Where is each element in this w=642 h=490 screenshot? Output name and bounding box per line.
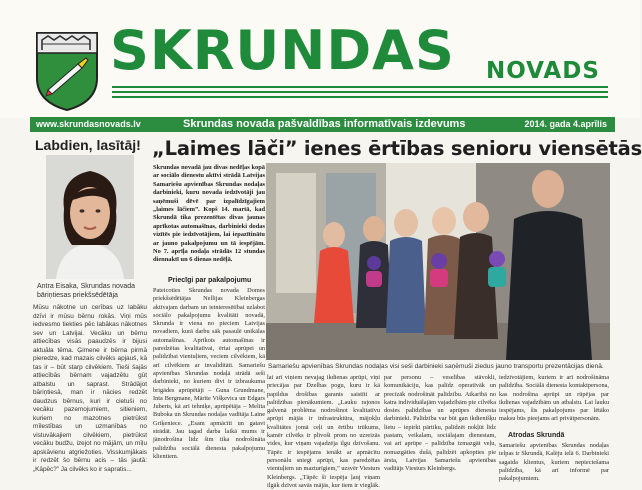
article-column-3: par personu – veselības stāvokli, komunikāciju, kas palīdz operatīvāk un precīzāk nodrošināt palīdzību. Atkarībā no katra individuālajām vajadzībām pie cilvēka dosies palīdzības un aprūpes dienesta darbinieki. Palīdzība var būt gan ikdienišķu lietu – iepirkt pārtiku, palīdzēt nokļūt līdz pastam, veikalam, sociālajam dienestam, vai arī aprūpe – palīdzība izmazgāt veļu, nomazgāties dušā, palīdzēt apkopties pie ārsta, Latvijas Samariešu apvienības vadītājs Viesturs Kleinbergs. xyxy=(384,374,496,473)
article-subheading-location: Atrodas Skrundā xyxy=(508,432,565,439)
masthead xyxy=(0,0,640,118)
editor-portrait xyxy=(46,155,134,279)
editor-body-text: Mūsu nākotne un cerības uz labāku dzīvi ir mūsu bērnu rokās. Viņi mūs iedvesmo tiekties pēc labākas nākotnes sev un Latvijai. Vecāku un bērnu attiecības visās paaudzēs ir bijusi aktuāla tēma. Ģimene ir bērna pirmā pieredze, kad mazais cilvēks apjauš, kā tas ir – būt starp cilvēkiem. Tieši šajās attiecībās bērnam vajadzētu gūt atbalstu un saprast. Strādājot bāriņtiesā, man ir nācies redzēt daudzus bērnus, kuri ir cietuši no vecāku pazemojumiem, sitieniem, kuriem no mazotnes pietrūkst mīlestības un uzmanības no vistuvākajiem cilvēkiem, pietrūkst vecāku budžu, izejot no mājām, un mīļu apskāvienu atgriežoties. Visskumjākais ir redzēt šo bērnu acis – tās jautā: „Kāpēc?” Ja cilvēks ko ir sapratis... xyxy=(33,304,147,473)
article-lead: Skrundas novadā jau divas nedēļas kopā ar sociālo dienestu aktīvi strādā Latvijas Samariešu apvienības Skrundas nodaļas darbinieki, kuru novada iedzīvotāji jau saņēmuši dēvē par izpalīdzīgajiem „laimes lāčiem”. Kopš 14. martā, kad Skrundā tika prezentētas divas jaunas aprīkotas automašīnas, darbinieki dodas vizītēs pie iedzīvotājiem, lai iepazītinātu ar jauno pakalpojumu un tā iespējām. No 7. aprīļa nodaļa strādās 12 stundas diennaktī un 6 dienas nedēļā. xyxy=(153,164,265,264)
portrait-caption: Antra Eisaka, Skrundas novada bāriņtiesas priekšsēdētāja xyxy=(37,283,136,299)
header-bar xyxy=(30,117,615,132)
newspaper-title: SKRUNDAS xyxy=(110,19,455,82)
title-rules xyxy=(112,86,608,100)
tagline: Skrundas novada pašvaldības informatīvais izdevums xyxy=(183,118,466,130)
article-column-1: Pateicoties Skrundas novada Domes priekšsēdētājas Nellijas Kleinbergas aktīvajam darbam un ieinteresētībai uzlabot sociālo pakalpojumu kvalitāti novadā, Skrunda ir viena no pieciem Latvijas novadiem, kurā darbu sāk pasaulē unikālas automašīnas. Aprīkots automašīnas ir paredzētas kvalitatīvai, ērtai aprūpei un palīdzībai vientuļiem, veciem cilvēkiem, kā arī cilvēkiem ar invaliditāti. Samariešu apvienības Skrundas nodaļā strādā seši darbinieki, no kuriem divi ir izbraukuma brigādes aprūpētāji – Guna Grundmane, Inta Bergmane, Mārīte Višķevica un Edgars Juberts, kā arī tehniķe, aprūpētāja – Melita Buboka un Skrundas nodaļas vadītāja Laine Griķeniece. „Esam apmācīti un gatavi strādāt. Jau tagad darba laikā mums ir jānodrošina līdz šim tika nodrošināta palīdzība sociālā dienesta pakalpojumu klientiem. xyxy=(153,287,265,460)
photo-caption: Samariešu apvienības Skrundas nodaļas visi seši darbinieki saņēmuši ziedus jauno transportu prezentācijas dienā. xyxy=(268,363,604,370)
article-column-2: lai arī viņiem nevajag ikdienas aprūpi, viņi priecājas par Dzelbas pogu, kuru ir kā papildus drošības garants saistīti ar palīdzības pienākumiem. „Lauku rajonos galvenā problēma nodrošinot kvalitatīvu aprūpi mājās ir infrastruktūra, mājokļu kvalitātes jomā ceļi un ērtību trūkums, kamēr cilvēks ir plīvoši prom no uzreizās vides, kur viņam vajadzēja ilgu dzīvošanu. Tāpēc ir iespējams ienākt ar apmācītu personālu sniegt aprūpi, kas paredzētas vientuļiem un mazturīgiem,” uzsvēr Viesturs Kleinbergs. „Tāpēc šī iespēja ļauj viņam ilgāk dzīvot savās mājās, kur tiem ir vieglāk. xyxy=(267,374,380,489)
article-column-5: Samariešu apvienības Skrundas nodaļas telpas ir Skrundā, Kalēju ielā 6. Darbinieki sagaida klientus, kuriem nepieciešama palīdzība, kā arī informē par pakalpojumiem. xyxy=(499,442,609,483)
skrunda-coat-of-arms-icon xyxy=(34,30,100,112)
article-column-4: iedzīvotājiem, kuriem ir arī nodrošināma palīdzība. Sociālā dienesta kontaktpersona, kas nodrošina aprūpi un rūpējas par ikdienas vajadzībām un atbalstu. Lai lauku iespējams, šis pakalpojums par lētāko maksu būs pieejams arī privātpersonām. xyxy=(499,374,609,423)
article-photo xyxy=(266,163,610,360)
article-headline: „Laimes lāči” ienes ērtības senioru viensētās xyxy=(152,137,642,160)
website-link[interactable]: www.skrundasnovads.lv xyxy=(36,119,141,129)
issue-date: 2014. gada 4.aprīlis xyxy=(524,119,607,129)
editor-heading: Labdien, lasītāj! xyxy=(35,137,141,153)
newspaper-subtitle: NOVADS xyxy=(486,58,600,84)
article-subheading: Priecīgi par pakalpojumu xyxy=(168,277,252,284)
